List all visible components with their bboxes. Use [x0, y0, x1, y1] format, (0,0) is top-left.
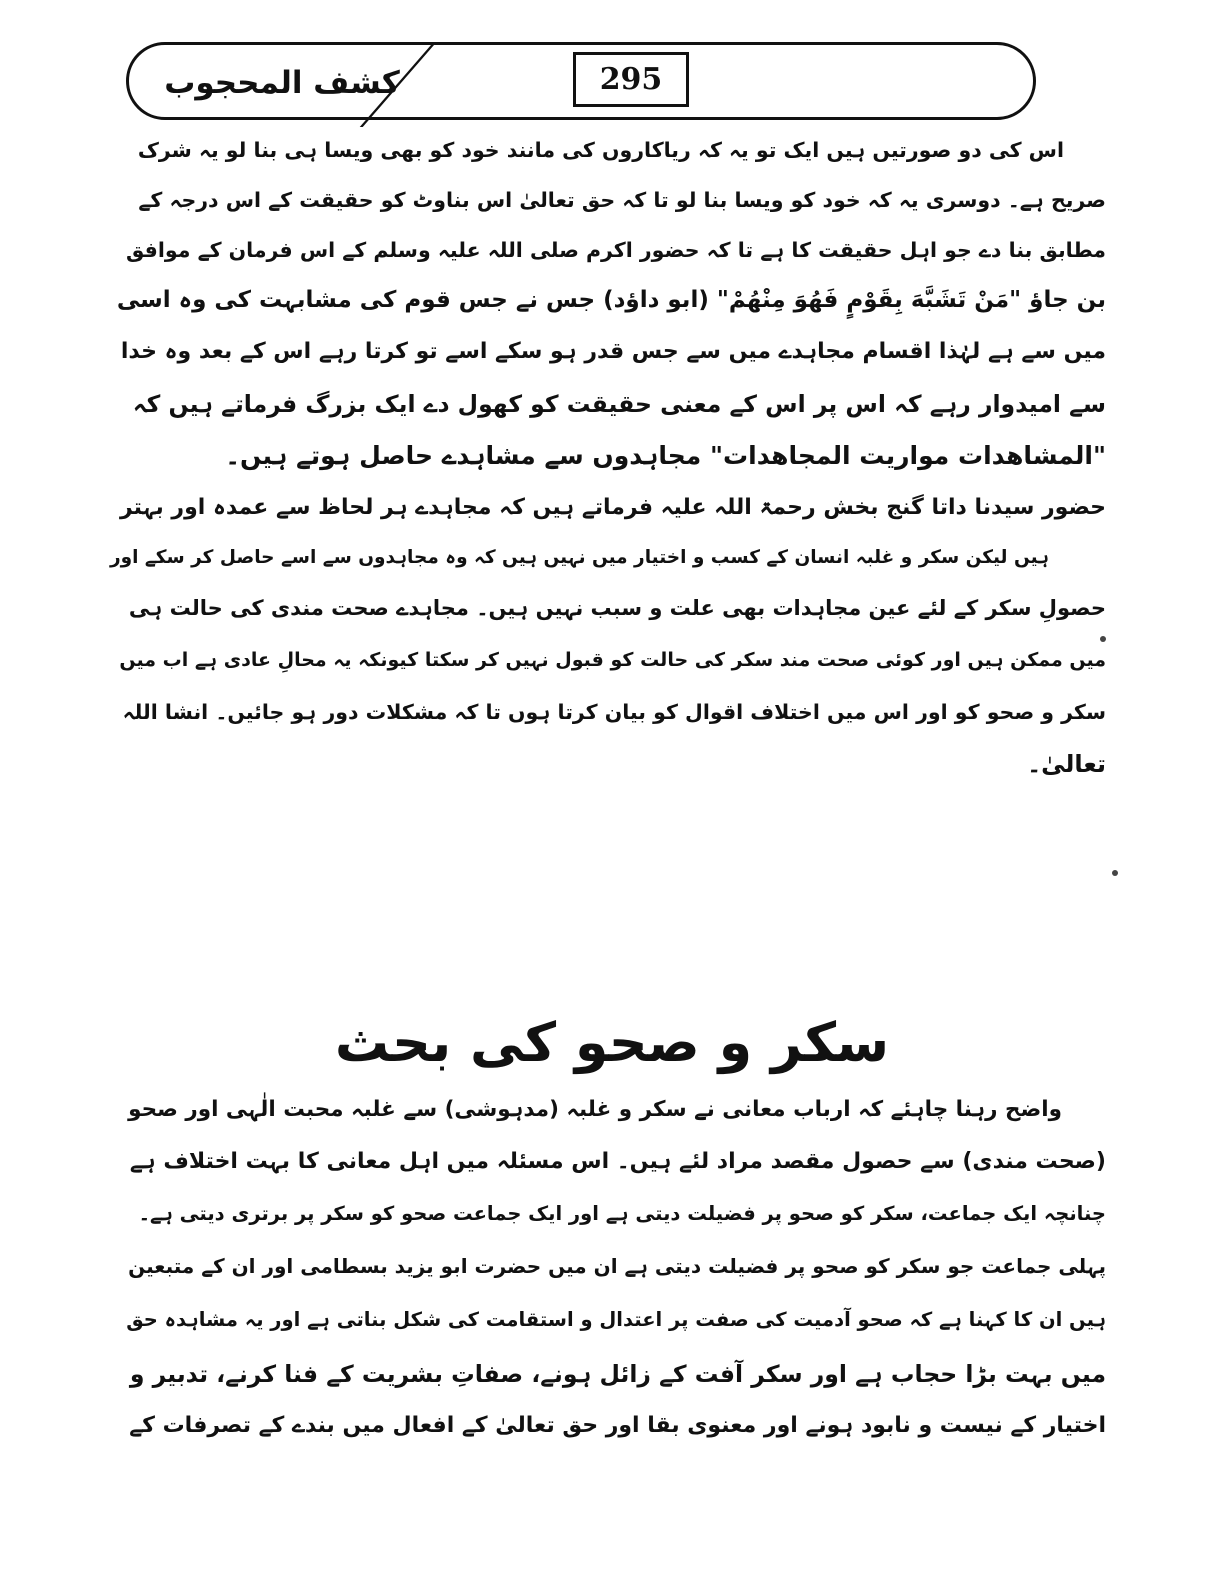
page-header	[126, 42, 1036, 120]
text-line: میں ممکن ہیں اور کوئی صحت مند سکر کی حالت کو قبول نہیں کر سکتا کیونکہ یہ محالِ عادی ہے اب میں	[119, 649, 1106, 671]
text-line: سے امیدوار رہے کہ اس پر اس کے معنی حقیقت کو کھول دے ایک بزرگ فرماتے ہیں کہ	[132, 390, 1106, 418]
text-line: اس کی دو صورتیں ہیں ایک تو یہ کہ ریاکاروں کی مانند خود کو بھی ویسا ہی بنا لو یہ شرک	[137, 138, 1064, 162]
text-line: "المشاھدات مواریت المجاھدات" مجاہدوں سے مشاہدے حاصل ہوتے ہیں۔	[225, 441, 1106, 470]
page-number: 295	[573, 52, 689, 107]
text-line: صریح ہے۔ دوسری یہ کہ خود کو ویسا بنا لو تا کہ حق تعالیٰ اس بناوٹ کو حقیقت کے اس درجہ کے	[138, 188, 1106, 212]
text-line: ہیں ان کا کہنا ہے کہ صحو آدمیت کی صفت پر اعتدال و استقامت کی شکل بناتی ہے اور یہ مشاہدہ حق	[126, 1308, 1106, 1331]
text-line: (صحت مندی) سے حصول مقصد مراد لئے ہیں۔ اس مسئلہ میں اہل معانی کا بہت اختلاف ہے	[129, 1149, 1106, 1174]
text-line: اختیار کے نیست و نابود ہونے اور معنوی بقا اور حق تعالیٰ کے افعال میں بندے کے تصرفات کے	[129, 1413, 1106, 1438]
text-line: واضح رہنا چاہئے کہ ارباب معانی نے سکر و غلبہ (مدہوشی) سے غلبہ محبت الٰہی اور صحو	[128, 1097, 1062, 1122]
text-line: چنانچہ ایک جماعت، سکر کو صحو پر فضیلت دیتی ہے اور ایک جماعت صحو کو سکر پر برتری دیتی ہے۔	[138, 1202, 1106, 1225]
text-line: ہیں لیکن سکر و غلبہ انسان کے کسب و اختیار میں نہیں ہیں کہ وہ مجاہدوں سے اسے حاصل کر سکے اور	[109, 547, 1049, 568]
text-line: مطابق بنا دے جو اہل حقیقت کا ہے تا کہ حضور اکرم صلی اللہ علیہ وسلم کے اس فرمان کے موافق	[125, 238, 1106, 262]
scan-speck	[1112, 870, 1118, 876]
text-line: پہلی جماعت جو سکر کو صحو پر فضیلت دیتی ہے ان میں حضرت ابو یزید بسطامی اور ان کے متبعین	[128, 1254, 1106, 1278]
text-line: تعالیٰ۔	[1027, 750, 1106, 778]
section-heading: سکر و صحو کی بحث	[334, 1011, 890, 1074]
scan-speck	[1100, 636, 1106, 642]
text-line: میں بہت بڑا حجاب ہے اور سکر آفت کے زائل ہونے، صفاتِ بشریت کے فنا کرنے، تدبیر و	[129, 1360, 1106, 1388]
text-line: میں سے ہے لہٰذا اقسام مجاہدے میں سے جس قدر ہو سکے اسے تو کرتا رہے اس کے بعد وہ خدا	[120, 339, 1106, 364]
text-line: حضور سیدنا داتا گنج بخش رحمۃ اللہ علیہ فرماتے ہیں کہ مجاہدے ہر لحاظ سے عمدہ اور بہتر	[119, 495, 1106, 520]
text-line: حصولِ سکر کے لئے عین مجاہدات بھی علت و سبب نہیں ہیں۔ مجاہدے صحت مندی کی حالت ہی	[128, 596, 1106, 620]
text-line: سکر و صحو کو اور اس میں اختلاف اقوال کو بیان کرتا ہوں تا کہ مشکلات دور ہو جائیں۔ انشا اللہ	[122, 700, 1106, 724]
book-title: کشف المحجوب	[164, 65, 400, 101]
text-line: بن جاؤ "مَنْ تَشَبَّهَ بِقَوْمٍ فَهُوَ مِنْهُمْ" (ابو داؤد) جس نے جس قوم کی مشابہت کی وہ اسی	[116, 287, 1106, 313]
